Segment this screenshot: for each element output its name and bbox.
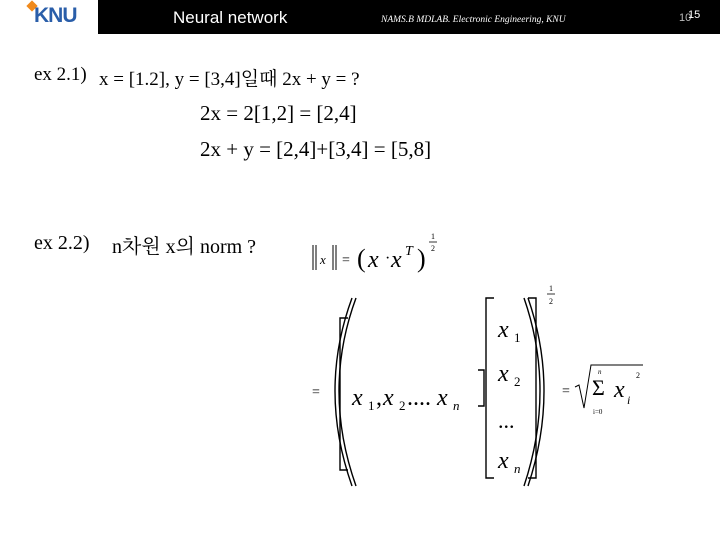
norm-eq: =: [342, 253, 350, 268]
dot: ·: [385, 250, 391, 267]
ex22-label: ex 2.2): [34, 232, 90, 254]
svg-text:x: x: [383, 385, 394, 411]
norm-rhs: [312, 284, 643, 486]
rhs-eq: =: [312, 385, 320, 400]
svg-text:n: n: [514, 461, 521, 476]
svg-text:1: 1: [549, 284, 553, 293]
header-bar: [0, 0, 720, 34]
svg-text:2: 2: [514, 374, 521, 389]
ex21-problem: x = [1.2], y = [3,4]일때 2x + y = ?: [99, 69, 360, 90]
svg-text:...: ...: [498, 408, 515, 433]
svg-text:x: x: [498, 448, 509, 474]
svg-text:x: x: [498, 317, 509, 343]
transpose: T: [405, 244, 413, 259]
ex22-problem: n차원 x의 norm ?: [112, 236, 257, 258]
svg-text:x: x: [498, 361, 509, 387]
logo-text: KNU: [34, 4, 77, 27]
svg-text:2: 2: [636, 371, 640, 380]
header-title: Neural network: [173, 8, 288, 27]
ex21-label: ex 2.1): [34, 64, 87, 85]
page-number-back: 10: [679, 12, 692, 24]
norm-x-right: x: [391, 247, 402, 273]
svg-text:n: n: [453, 398, 460, 413]
sigma: Σ: [592, 375, 605, 400]
svg-text:x: x: [437, 385, 448, 411]
svg-text:,: ,: [376, 385, 382, 411]
exp-den: 2: [431, 244, 435, 253]
norm-x: x: [320, 252, 326, 267]
exp-num: 1: [431, 232, 435, 241]
page-number-front: 15: [688, 9, 701, 21]
svg-text:i: i: [627, 393, 631, 407]
svg-text:2: 2: [549, 297, 553, 306]
logo: [0, 0, 98, 34]
paren-close: ): [417, 244, 426, 273]
ex21-line1: 2x = 2[1,2] = [2,4]: [200, 101, 357, 125]
svg-text:=: =: [562, 384, 570, 399]
svg-text:n: n: [598, 368, 602, 376]
svg-text:1: 1: [514, 330, 521, 345]
svg-text:i=0: i=0: [593, 408, 603, 416]
ex21-line2: 2x + y = [2,4]+[3,4] = [5,8]: [200, 137, 432, 161]
svg-text:2: 2: [399, 398, 406, 413]
norm-x-left: x: [368, 247, 379, 273]
header-org: NAMS.B MDLAB. Electronic Engineering, KNU: [381, 15, 566, 25]
svg-text:x: x: [614, 377, 625, 403]
norm-lhs: [313, 232, 437, 273]
paren-open: (: [357, 244, 366, 273]
svg-text:x: x: [352, 385, 363, 411]
svg-text:....: ....: [407, 385, 431, 411]
svg-text:1: 1: [368, 398, 375, 413]
